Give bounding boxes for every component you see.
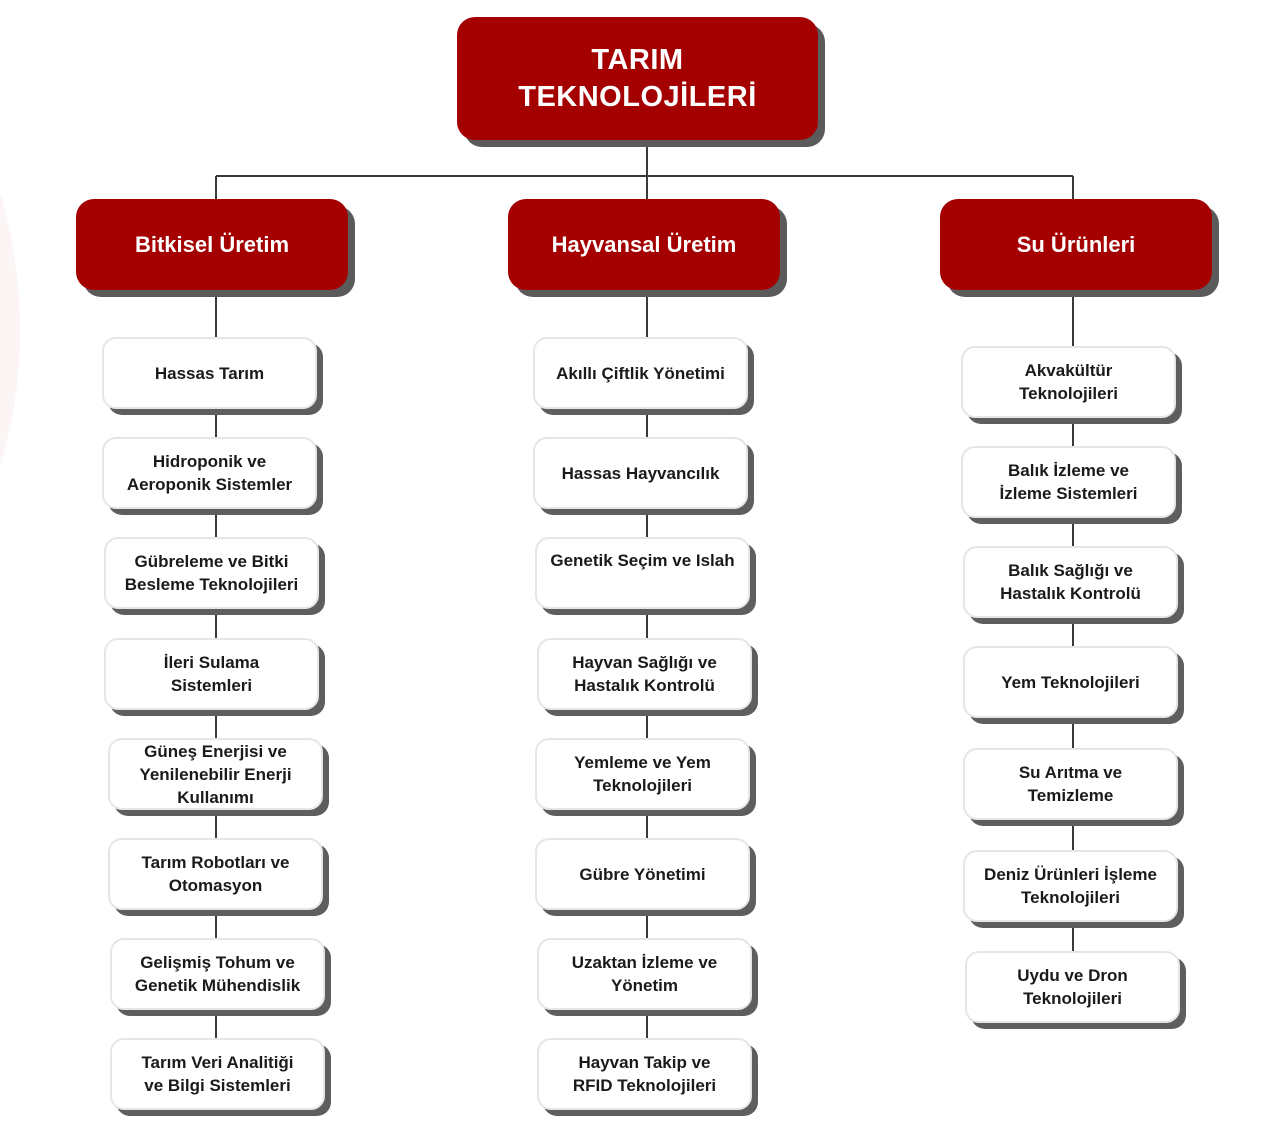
node-label: Tarım Veri Analitiği ve Bilgi Sistemleri bbox=[141, 1053, 294, 1095]
node-hayvansal-7 bbox=[537, 938, 752, 1010]
node-bitkisel-3 bbox=[104, 537, 319, 609]
node-hayvansal-8 bbox=[537, 1038, 752, 1110]
node-label: Uydu ve Dron Teknolojileri bbox=[1017, 966, 1128, 1008]
node-label: Hassas Tarım bbox=[154, 363, 265, 383]
node-hayvansal-2 bbox=[533, 437, 748, 509]
node-label: İleri Sulama Sistemleri bbox=[163, 653, 260, 695]
node-label: Hidroponik ve Aeroponik Sistemler bbox=[126, 452, 293, 494]
node-label: Balık İzleme ve İzleme Sistemleri bbox=[999, 461, 1138, 503]
root-title-line1: TARIM bbox=[591, 43, 684, 76]
root-title-line2: TEKNOLOJİLERİ bbox=[518, 80, 757, 113]
node-label: Akvakültür Teknolojileri bbox=[1019, 361, 1118, 403]
node-label: Deniz Ürünleri İşleme Teknolojileri bbox=[984, 865, 1157, 907]
node-label: Akıllı Çiftlik Yönetimi bbox=[556, 363, 725, 383]
node-su-6 bbox=[963, 850, 1178, 922]
node-hayvansal-4 bbox=[537, 638, 752, 710]
node-label: Gelişmiş Tohum ve Genetik Mühendislik bbox=[134, 953, 301, 995]
node-label: Gübreleme ve Bitki Besleme Teknolojileri bbox=[124, 552, 299, 594]
node-hayvansal-3 bbox=[535, 537, 750, 609]
node-hayvansal-6 bbox=[535, 838, 750, 910]
node-hayvansal-1 bbox=[533, 337, 748, 409]
node-bitkisel-1 bbox=[102, 337, 317, 409]
node-bitkisel-5 bbox=[108, 738, 323, 810]
node-label: Uzaktan İzleme ve Yönetim bbox=[571, 953, 718, 995]
node-label: Yem Teknolojileri bbox=[1001, 672, 1140, 692]
node-su-2 bbox=[961, 446, 1176, 518]
node-label: Gübre Yönetimi bbox=[579, 864, 706, 884]
node-su-1 bbox=[961, 346, 1176, 418]
column-header-label: Hayvansal Üretim bbox=[551, 231, 737, 257]
node-su-4 bbox=[963, 646, 1178, 718]
node-label: Genetik Seçim ve Islah bbox=[550, 551, 735, 570]
node-label: Güneş Enerjisi ve Yenilenebilir Enerji Kullanımı bbox=[139, 741, 292, 807]
node-label: Tarım Robotları ve Otomasyon bbox=[141, 853, 290, 895]
node-label: Balık Sağlığı ve Hastalık Kontrolü bbox=[1000, 561, 1141, 603]
node-label: Su Arıtma ve Temizleme bbox=[1018, 763, 1123, 805]
node-bitkisel-8 bbox=[110, 1038, 325, 1110]
column-header-label: Su Ürünleri bbox=[1016, 231, 1136, 257]
column-header-su bbox=[940, 199, 1212, 290]
root-node bbox=[457, 17, 818, 140]
node-label: Hassas Hayvancılık bbox=[561, 463, 720, 483]
column-header-label: Bitkisel Üretim bbox=[134, 231, 290, 257]
node-su-3 bbox=[963, 546, 1178, 618]
node-label: Hayvan Takip ve RFID Teknolojileri bbox=[572, 1053, 717, 1095]
node-label: Hayvan Sağlığı ve Hastalık Kontrolü bbox=[572, 653, 717, 695]
node-su-5 bbox=[963, 748, 1178, 820]
node-bitkisel-4 bbox=[104, 638, 319, 710]
node-su-7 bbox=[965, 951, 1180, 1023]
node-label: Yemleme ve Yem Teknolojileri bbox=[574, 753, 711, 795]
node-bitkisel-6 bbox=[108, 838, 323, 910]
column-header-hayvansal bbox=[508, 199, 780, 290]
node-bitkisel-7 bbox=[110, 938, 325, 1010]
node-bitkisel-2 bbox=[102, 437, 317, 509]
column-header-bitkisel bbox=[76, 199, 348, 290]
node-hayvansal-5 bbox=[535, 738, 750, 810]
